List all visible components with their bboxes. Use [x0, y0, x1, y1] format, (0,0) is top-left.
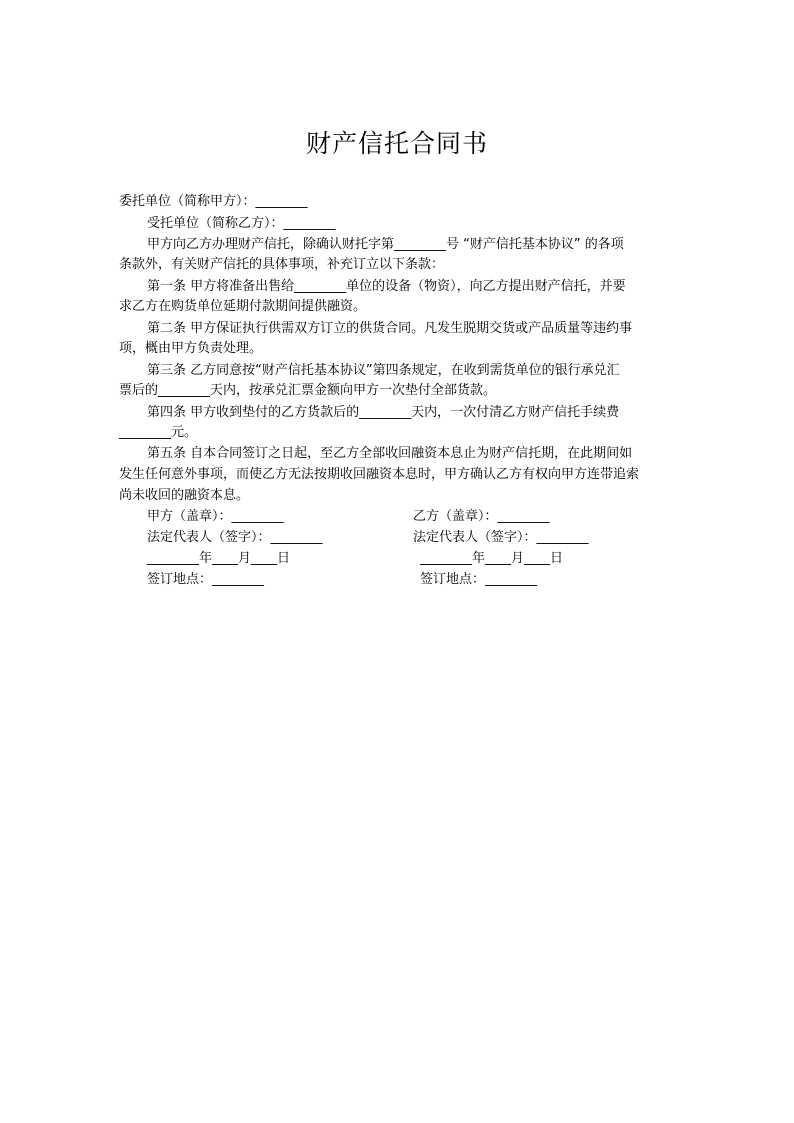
article-2-line-1: 第二条 甲方保证执行供需双方订立的供货合同。凡发生脱期交货或产品质量等违约事 — [147, 321, 633, 336]
party-a-date: ________年____月____日 — [147, 551, 291, 566]
intro-line-2: 条款外，有关财产信托的具体事项，补充订立以下条款： — [119, 257, 445, 272]
party-a-representative: 法定代表人（签字）：________ — [147, 530, 323, 545]
article-5-line-3: 尚未收回的融资本息。 — [119, 488, 250, 503]
article-3-line-2: 票后的________天内，按承兑汇票金额向甲方一次垫付全部货款。 — [119, 383, 497, 398]
client-unit-line: 委托单位（简称甲方）：________ — [119, 194, 308, 209]
article-5-line-2: 发生任何意外事项，而使乙方无法按期收回融资本息时，甲方确认乙方有权向甲方连带追索 — [119, 467, 640, 482]
article-1-line-1: 第一条 甲方将准备出售给________单位的设备（物资），向乙方提出财产信托，并要 — [147, 279, 626, 294]
party-b-seal: 乙方（盖章）：________ — [413, 509, 550, 524]
trustee-unit-line: 受托单位（简称乙方）：________ — [147, 216, 336, 231]
page-title: 财产信托合同书 — [305, 129, 488, 158]
article-5-line-1: 第五条 自本合同签订之日起，至乙方全部收回融资本息止为财产信托期，在此期间如 — [147, 446, 633, 461]
party-a-seal: 甲方（盖章）：________ — [147, 509, 284, 524]
intro-line-1: 甲方向乙方办理财产信托，除确认财托字第________号 “财产信托基本协议” 的各项 — [147, 237, 624, 252]
party-b-place: 签订地点：________ — [420, 572, 538, 587]
article-2-line-2: 项，概由甲方负责处理。 — [119, 341, 263, 356]
article-1-line-2: 求乙方在购货单位延期付款期间提供融资。 — [119, 299, 367, 314]
party-b-date: ________年____月____日 — [420, 551, 564, 566]
article-4-line-2: ________元。 — [119, 425, 198, 440]
party-b-representative: 法定代表人（签字）：________ — [413, 530, 589, 545]
article-3-line-1: 第三条 乙方同意按“财产信托基本协议”第四条规定，在收到需货单位的银行承兑汇 — [147, 363, 620, 378]
party-a-place: 签订地点：________ — [147, 572, 265, 587]
article-4-line-1: 第四条 甲方收到垫付的乙方货款后的________天内，一次付清乙方财产信托手续费 — [147, 405, 620, 420]
